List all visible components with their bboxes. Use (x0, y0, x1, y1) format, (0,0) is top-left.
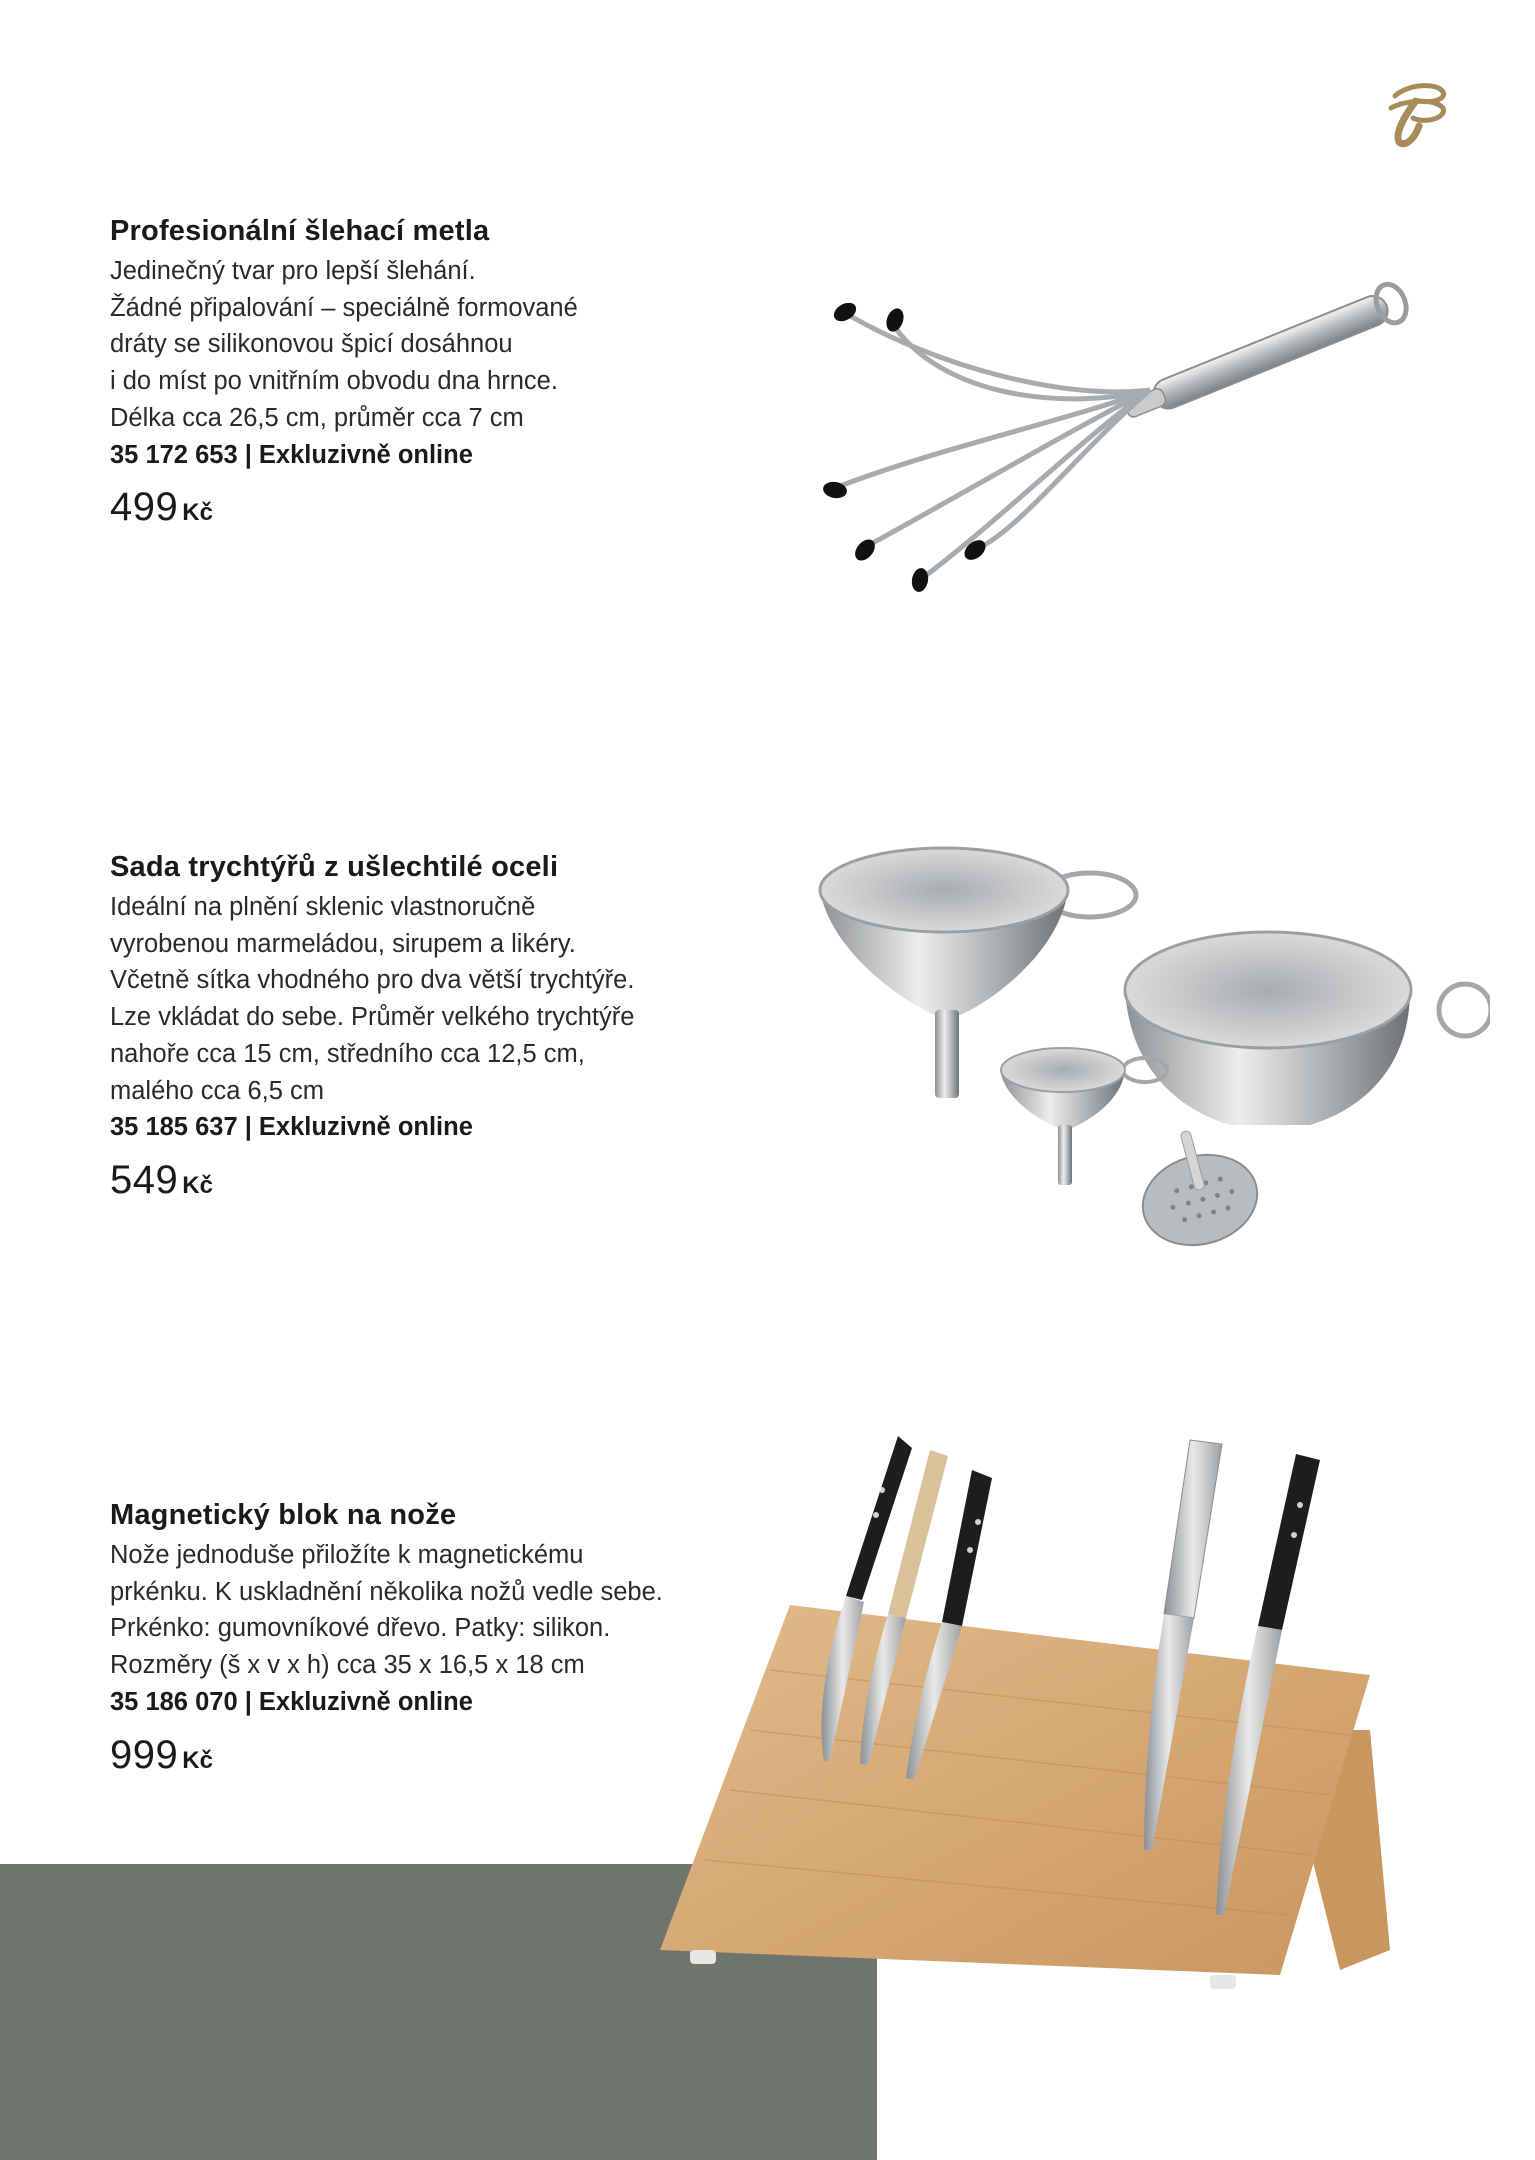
product-price (110, 485, 750, 530)
product-description-line: Žádné připalování – speciálně formované (110, 293, 578, 322)
product-title: Profesionální šlehací metla (110, 215, 490, 247)
product-funnel-set (110, 849, 750, 1203)
product-description-line: i do míst po vnitřním obvodu dna hrnce. (110, 367, 558, 396)
product-description-line: malého cca 6,5 cm (110, 1076, 325, 1105)
product-description-line: Nože jednoduše přiložíte k magnetickému (110, 1541, 584, 1569)
product-description-line: Délka cca 26,5 cm, průměr cca 7 cm (110, 403, 524, 432)
product-title: Sada trychtýřů z ušlechtilé oceli (110, 851, 559, 883)
product-title: Magnetický blok na nože (110, 1499, 457, 1531)
knife-block-image (650, 1430, 1410, 2020)
product-description-line: prkénku. K uskladnění několika nožů vedle sebe. (110, 1577, 663, 1606)
product-code: 35 186 070 | Exkluzivně online (110, 1687, 473, 1716)
product-description-line: Rozměry (š x v x h) cca 35 x 16,5 x 18 cm (110, 1651, 585, 1680)
product-description-line: vyrobenou marmeládou, sirupem a likéry. (110, 929, 576, 958)
product-description-line: Prkénko: gumovníkové dřevo. Patky: silikon. (110, 1614, 611, 1643)
product-description-line: dráty se silikonovou špicí dosáhnou (110, 330, 513, 359)
price-amount: 499 (110, 485, 179, 530)
price-currency: Kč (182, 1746, 213, 1774)
product-description-line: Ideální na plnění sklenic vlastnoručně (110, 893, 536, 921)
whisk-image (820, 250, 1420, 620)
price-currency: Kč (182, 499, 213, 527)
product-code: 35 172 653 | Exkluzivně online (110, 440, 473, 469)
price-currency: Kč (182, 1171, 213, 1199)
product-description-line: Lze vkládat do sebe. Průměr velkého trychtýře (110, 1003, 635, 1032)
product-description-line: nahoře cca 15 cm, středního cca 12,5 cm, (110, 1039, 585, 1068)
product-code: 35 185 637 | Exkluzivně online (110, 1113, 473, 1142)
product-description-line: Jedinečný tvar pro lepší šlehání. (110, 257, 476, 285)
product-description-line: Včetně sítka vhodného pro dva větší trychtýře. (110, 966, 635, 995)
product-whisk (110, 213, 750, 530)
brand-logo-icon (1385, 78, 1451, 148)
funnel-set-image (800, 840, 1490, 1270)
price-amount: 549 (110, 1157, 179, 1202)
product-price (110, 1158, 750, 1203)
price-amount: 999 (110, 1732, 179, 1777)
